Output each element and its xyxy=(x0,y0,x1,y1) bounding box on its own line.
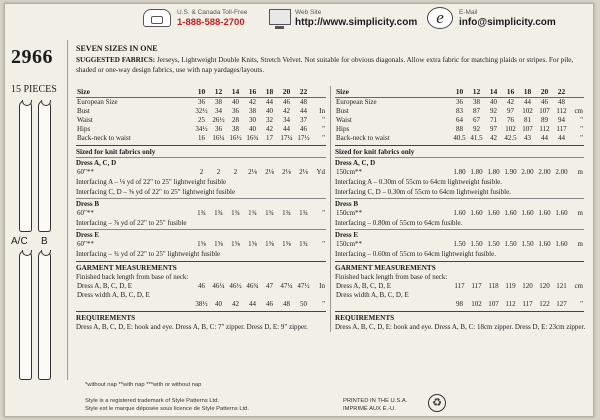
yardage-value: 2⅛ xyxy=(265,167,274,176)
cell-value: 36 xyxy=(456,97,463,106)
cell-value: 44 xyxy=(266,97,273,106)
cell-value: 67 xyxy=(473,115,480,124)
yardage-value: 1.80 xyxy=(487,167,500,176)
cell-value: 28 xyxy=(232,115,239,124)
website-label: Web Site xyxy=(295,9,322,16)
cell-value: 34 xyxy=(215,106,222,115)
cell-value: 16 xyxy=(198,133,205,142)
row-label: Back-neck to waist xyxy=(77,133,131,142)
unit xyxy=(570,291,584,300)
metric-table xyxy=(330,86,584,332)
unit: " xyxy=(322,239,325,248)
cell-value: 17 xyxy=(266,133,273,142)
row-label: Waist xyxy=(336,115,352,124)
cell-value: 119 xyxy=(505,281,516,290)
cell-value: 40.5 xyxy=(453,133,466,142)
email-address[interactable]: info@simplicity.com xyxy=(459,17,556,28)
unit: m xyxy=(577,239,583,248)
cell-value: 46 xyxy=(541,97,548,106)
cell-value: 40 xyxy=(232,97,239,106)
size-label: Size xyxy=(76,86,193,97)
yardage-value: 2⅛ xyxy=(282,167,291,176)
yardage-value: 1.50 xyxy=(521,239,534,248)
measurement-row xyxy=(76,116,326,125)
cell-value: 42 xyxy=(283,106,290,115)
measurement-row xyxy=(335,107,584,116)
yardage-value: 1.60 xyxy=(453,208,466,217)
nap-note: *without nap **with nap ***with or without nap xyxy=(85,382,202,388)
unit: " xyxy=(580,299,583,308)
unit: Yd xyxy=(316,167,325,176)
unit: " xyxy=(322,208,325,217)
cell-value: 107 xyxy=(522,124,533,133)
cell-value xyxy=(244,291,261,300)
cell-value: 97 xyxy=(507,106,514,115)
cell-value: 46 xyxy=(198,281,205,290)
yardage-value: 1⅝ xyxy=(231,239,240,248)
row-label: Dress A, B, C, D, E xyxy=(77,281,133,290)
garment-title: GARMENT MEASUREMENTS xyxy=(335,261,584,272)
unit: " xyxy=(580,133,583,142)
unit: " xyxy=(580,124,583,133)
row-label: Dress A, B, C, D, E xyxy=(336,281,392,290)
imperial-table xyxy=(76,86,326,332)
cell-value: 44 xyxy=(249,299,256,308)
cell-value: 26½ xyxy=(212,115,225,124)
cell-value: 89 xyxy=(541,115,548,124)
fabric-width: 150cm** xyxy=(336,208,363,217)
cell-value: 48 xyxy=(283,299,290,308)
cell-value: 46¾ xyxy=(246,281,259,290)
yardage-value: 1.60 xyxy=(470,208,483,217)
cell-value: 92 xyxy=(490,106,497,115)
yardage-value: 1¾ xyxy=(231,208,240,217)
fabrics-text: Jerseys, Lightweight Double Knits, Stretch Velvet. Not suitable for obvious diagonals. Allow extra fabric for matching plaids or stripes. For pile, shaded or one-way design fabrics, use with nap yardages/layouts. xyxy=(76,55,574,74)
cell-value: 121 xyxy=(556,281,567,290)
cell-value: 32 xyxy=(266,115,273,124)
cell-value: 94 xyxy=(558,115,565,124)
dress-title: Dress E xyxy=(335,230,359,239)
cell-value xyxy=(485,291,502,300)
interfacing-line: Interfacing A – ⅛ yd of 22" to 25" lightweight fusible xyxy=(76,177,227,186)
requirements-text: Dress A, B, C, D, E: hook and eye. Dress A, B, C: 7" zipper. Dress D, E: 9" zipper. xyxy=(76,322,308,331)
toll-free-block xyxy=(177,9,257,28)
cell-value: 117 xyxy=(454,281,465,290)
cell-value: 40 xyxy=(490,97,497,106)
unit: " xyxy=(322,115,325,124)
cell-value: 36 xyxy=(215,124,222,133)
cell-value: 34½ xyxy=(195,124,208,133)
row-label: Dress width A, B, C, D, E xyxy=(336,290,409,299)
cell-value: 17½ xyxy=(297,133,310,142)
cell-value: 46 xyxy=(300,124,307,133)
cell-value xyxy=(451,291,468,300)
pattern-number: 2966 xyxy=(11,46,53,68)
cell-value: 36 xyxy=(198,97,205,106)
garment-table xyxy=(335,282,584,309)
row-label: Hips xyxy=(77,124,91,133)
size-header: 22 xyxy=(295,86,312,97)
yardage-value: 1¾ xyxy=(248,208,257,217)
cell-value xyxy=(227,291,244,300)
yardage-value: 1¾ xyxy=(299,239,308,248)
printed-fr: IMPRIMÉ AUX É.-U. xyxy=(343,406,396,412)
yardage-value: 2.00 xyxy=(521,167,534,176)
row-label: Bust xyxy=(77,106,90,115)
yardage-value: 1⅝ xyxy=(197,239,206,248)
cell-value xyxy=(468,291,485,300)
unit: " xyxy=(322,133,325,142)
garment-sub: Finished back length from base of neck: xyxy=(335,272,448,281)
cell-value: 41.5 xyxy=(470,133,483,142)
dress-title: Dress A, C, D xyxy=(76,158,117,167)
yardage-value: 2.00 xyxy=(555,167,568,176)
cell-value: 87 xyxy=(473,106,480,115)
cell-value: 44 xyxy=(541,133,548,142)
fabric-width: 150cm** xyxy=(336,239,363,248)
row-label: Waist xyxy=(77,115,93,124)
cell-value: 46½ xyxy=(229,281,242,290)
unit: m xyxy=(577,167,583,176)
yardage-value: 1.60 xyxy=(504,208,517,217)
dress-title: Dress E xyxy=(76,230,100,239)
unit xyxy=(570,97,584,107)
cell-value: 118 xyxy=(488,281,499,290)
cell-value: 92 xyxy=(473,124,480,133)
cell-value: 38½ xyxy=(195,299,208,308)
cell-value: 44 xyxy=(300,106,307,115)
row-label xyxy=(335,300,451,309)
body-measurements-table xyxy=(335,86,584,143)
cell-value xyxy=(553,291,570,300)
unit: " xyxy=(322,124,325,133)
cell-value: 50 xyxy=(300,299,307,308)
cell-value: 32½ xyxy=(195,106,208,115)
dress-yardage xyxy=(76,240,326,249)
cell-value: 117 xyxy=(522,299,533,308)
cell-value: 16½ xyxy=(229,133,242,142)
cell-value: 117 xyxy=(556,124,567,133)
cell-value: 76 xyxy=(507,115,514,124)
computer-icon xyxy=(269,9,291,25)
toll-free-number: 1-888-588-2700 xyxy=(177,17,245,28)
yardage-value: 1¾ xyxy=(265,208,274,217)
knit-header: Sized for knit fabrics only xyxy=(335,145,584,156)
cell-value: 102 xyxy=(471,299,482,308)
pattern-info-column xyxy=(5,40,67,380)
measurement-row xyxy=(76,107,326,116)
dress-e-sketch xyxy=(38,250,51,380)
phone-icon xyxy=(143,9,171,27)
cell-value: 47 xyxy=(266,281,273,290)
size-header: 14 xyxy=(227,86,244,97)
cell-value: 102 xyxy=(522,106,533,115)
cell-value: 16¼ xyxy=(212,133,225,142)
cell-value: 25 xyxy=(198,115,205,124)
cell-value: 34 xyxy=(283,115,290,124)
row-label: Hips xyxy=(336,124,350,133)
cell-value: 38 xyxy=(215,97,222,106)
yardage-value: 1.80 xyxy=(470,167,483,176)
cell-value: 36 xyxy=(232,106,239,115)
size-header: 12 xyxy=(210,86,227,97)
requirements-text: Dress A, B, C, D, E: hook and eye. Dress A, B, C: 18cm zipper. Dress D, E: 23cm zipper. xyxy=(335,322,586,331)
trademark-en: Style is a registered trademark of Style Patterns Ltd. xyxy=(85,398,220,404)
yardage-tables xyxy=(67,40,593,380)
yardage-value: 1.60 xyxy=(521,208,534,217)
unit xyxy=(312,291,326,300)
row-label xyxy=(76,300,193,309)
yardage-value: 1.60 xyxy=(555,239,568,248)
yardage-value: 1¾ xyxy=(299,208,308,217)
cell-value: 44 xyxy=(524,97,531,106)
interfacing-line: Interfacing C, D – ⅜ yd of 22" to 25" lightweight fusible xyxy=(76,187,236,196)
cell-value: 102 xyxy=(505,124,516,133)
yardage-value: 2⅛ xyxy=(299,167,308,176)
dress-d-sketch xyxy=(19,250,32,380)
cell-value: 117 xyxy=(471,281,482,290)
cell-value: 112 xyxy=(539,124,550,133)
size-header: 10 xyxy=(193,86,210,97)
garment-title: GARMENT MEASUREMENTS xyxy=(76,261,326,272)
yardage-value: 1.50 xyxy=(453,239,466,248)
measurement-row xyxy=(76,134,326,143)
cell-value: 38 xyxy=(473,97,480,106)
cell-value: 112 xyxy=(505,299,516,308)
cell-value xyxy=(536,291,553,300)
body-measurements-table xyxy=(76,86,326,143)
size-header: 20 xyxy=(278,86,295,97)
email-logo-icon: e xyxy=(427,7,453,29)
yardage-value: 1⅝ xyxy=(282,239,291,248)
dress-ac-sketch xyxy=(19,100,32,232)
unit xyxy=(312,97,326,107)
size-header: 20 xyxy=(536,86,553,97)
cell-value: 30 xyxy=(249,115,256,124)
measurement-row xyxy=(76,97,326,107)
cell-value: 42.5 xyxy=(504,133,517,142)
cell-value: 120 xyxy=(539,281,550,290)
yardage-value: 2 xyxy=(199,167,204,176)
toll-free-label: U.S. & Canada Toll-Free xyxy=(177,9,248,16)
yardage-value: 1.50 xyxy=(504,239,517,248)
email-block xyxy=(459,9,589,28)
unit: " xyxy=(322,299,325,308)
yardage-value: 1⅝ xyxy=(214,239,223,248)
garment-sub: Finished back length from base of neck: xyxy=(76,272,189,281)
view-label-ac: A/C xyxy=(11,236,28,247)
cell-value xyxy=(519,291,536,300)
interfacing-line: Interfacing – 0.60m of 55cm to 64cm lightweight fusible. xyxy=(335,249,496,258)
cell-value: 98 xyxy=(456,299,463,308)
yardage-value: 1⅝ xyxy=(265,239,274,248)
cell-value: 40 xyxy=(266,106,273,115)
size-header: 16 xyxy=(502,86,519,97)
cell-value xyxy=(295,291,312,300)
dress-yardage xyxy=(76,209,326,218)
yardage-value: 1¾ xyxy=(197,208,206,217)
sizes-title: SEVEN SIZES IN ONE xyxy=(76,44,158,53)
view-label-b: B xyxy=(41,236,48,247)
fabric-width: 60"** xyxy=(77,208,94,217)
row-label: European Size xyxy=(336,97,377,106)
cell-value: 16¾ xyxy=(246,133,259,142)
cell-value xyxy=(261,291,278,300)
cell-value: 42 xyxy=(266,124,273,133)
size-label: Size xyxy=(335,86,451,97)
cell-value: 48 xyxy=(558,97,565,106)
interfacing-line: Interfacing – ⅞ yd of 22" to 25" fusible xyxy=(76,218,187,227)
dress-yardage xyxy=(335,209,584,218)
unit: In xyxy=(319,281,325,290)
interfacing-line: Interfacing C, D – 0.30m of 55cm to 64cm lightweight fusible. xyxy=(335,187,511,196)
yardage-value: 2.00 xyxy=(538,167,551,176)
measurement-row xyxy=(335,116,584,125)
size-header: 18 xyxy=(261,86,278,97)
intro-text xyxy=(76,44,581,75)
unit: cm xyxy=(574,106,583,115)
size-header: 18 xyxy=(519,86,536,97)
interfacing-line: Interfacing A – 0.30m of 55cm to 64cm lightweight fusible. xyxy=(335,177,502,186)
measurement-row xyxy=(335,125,584,134)
yardage-value: 2 xyxy=(233,167,238,176)
row-label: European Size xyxy=(77,97,118,106)
printed-en: PRINTED IN THE U.S.A. xyxy=(343,398,408,404)
cell-value: 17¼ xyxy=(280,133,293,142)
cell-value: 47½ xyxy=(297,281,310,290)
cell-value: 46¼ xyxy=(212,281,225,290)
yardage-value: 1¾ xyxy=(282,208,291,217)
trademark-fr: Style est le marque déposée sous licence de Style Patterns Ltd. xyxy=(85,406,250,412)
yardage-value: 1.80 xyxy=(453,167,466,176)
unit: " xyxy=(580,115,583,124)
cell-value: 40 xyxy=(249,124,256,133)
fabrics-label: SUGGESTED FABRICS: xyxy=(76,55,156,64)
yardage-value: 1.50 xyxy=(487,239,500,248)
requirements-title: REQUIREMENTS xyxy=(76,311,326,322)
dress-b-sketch xyxy=(38,100,51,232)
yardage-value: 1.60 xyxy=(538,208,551,217)
size-header: 12 xyxy=(468,86,485,97)
contact-header xyxy=(5,4,593,38)
yardage-value: 1.50 xyxy=(470,239,483,248)
cell-value: 107 xyxy=(539,106,550,115)
cell-value: 40 xyxy=(215,299,222,308)
cell-value xyxy=(210,291,227,300)
requirements-title: REQUIREMENTS xyxy=(335,311,584,322)
cell-value: 83 xyxy=(456,106,463,115)
yardage-value: 1⅝ xyxy=(248,239,257,248)
website-block xyxy=(295,9,425,28)
row-label: Dress width A, B, C, D, E xyxy=(77,290,150,299)
cell-value: 44 xyxy=(558,133,565,142)
cell-value xyxy=(502,291,519,300)
email-label: E-Mail xyxy=(459,9,478,16)
dress-yardage xyxy=(335,168,584,177)
cell-value: 127 xyxy=(556,299,567,308)
yardage-value: 2⅛ xyxy=(248,167,257,176)
cell-value: 112 xyxy=(556,106,567,115)
dress-yardage xyxy=(76,168,326,177)
row-label: Back-neck to waist xyxy=(336,133,390,142)
size-header: 10 xyxy=(451,86,468,97)
yardage-value: 1.90 xyxy=(504,167,517,176)
cell-value: 44 xyxy=(283,124,290,133)
yardage-value: 1.60 xyxy=(555,208,568,217)
garment-table xyxy=(76,282,326,309)
measurement-row xyxy=(76,125,326,134)
cell-value: 81 xyxy=(524,115,531,124)
cell-value: 43 xyxy=(524,133,531,142)
yardage-value: 2 xyxy=(216,167,221,176)
cell-value: 64 xyxy=(456,115,463,124)
size-header: 14 xyxy=(485,86,502,97)
size-header: 22 xyxy=(553,86,570,97)
knit-header: Sized for knit fabrics only xyxy=(76,145,326,156)
measurement-row xyxy=(335,97,584,107)
pattern-envelope-back xyxy=(4,3,594,417)
cell-value: 71 xyxy=(490,115,497,124)
yardage-value: 1¾ xyxy=(214,208,223,217)
recycle-icon: ♻ xyxy=(428,394,446,412)
cell-value: 120 xyxy=(522,281,533,290)
piece-count: 15 PIECES xyxy=(11,84,57,95)
cell-value: 42 xyxy=(249,97,256,106)
interfacing-line: Interfacing – 0.80m of 55cm to 64cm fusible. xyxy=(335,218,463,227)
row-label: Bust xyxy=(336,106,349,115)
cell-value: 88 xyxy=(456,124,463,133)
cell-value: 42 xyxy=(490,133,497,142)
unit: m xyxy=(577,208,583,217)
cell-value: 47¼ xyxy=(280,281,293,290)
interfacing-line: Interfacing – ¾ yd of 22" to 25" lightweight fusible xyxy=(76,249,221,258)
cell-value: 38 xyxy=(249,106,256,115)
dress-title: Dress A, C, D xyxy=(335,158,376,167)
cell-value: 107 xyxy=(488,299,499,308)
dress-title: Dress B xyxy=(76,199,100,208)
cell-value: 122 xyxy=(539,299,550,308)
fabric-width: 60"** xyxy=(77,239,94,248)
yardage-value: 1.60 xyxy=(487,208,500,217)
cell-value: 46 xyxy=(266,299,273,308)
unit: cm xyxy=(574,281,583,290)
cell-value: 42 xyxy=(507,97,514,106)
cell-value xyxy=(193,291,210,300)
cell-value: 97 xyxy=(490,124,497,133)
measurement-row xyxy=(335,134,584,143)
cell-value: 46 xyxy=(283,97,290,106)
cell-value: 38 xyxy=(232,124,239,133)
unit: In xyxy=(319,106,325,115)
dress-yardage xyxy=(335,240,584,249)
cell-value: 42 xyxy=(232,299,239,308)
cell-value: 37 xyxy=(300,115,307,124)
cell-value: 48 xyxy=(300,97,307,106)
fabric-width: 60"** xyxy=(77,167,94,176)
dress-title: Dress B xyxy=(335,199,359,208)
size-header: 16 xyxy=(244,86,261,97)
website-url[interactable]: http://www.simplicity.com xyxy=(295,17,418,28)
cell-value xyxy=(278,291,295,300)
yardage-value: 1.60 xyxy=(538,239,551,248)
fabric-width: 150cm** xyxy=(336,167,363,176)
